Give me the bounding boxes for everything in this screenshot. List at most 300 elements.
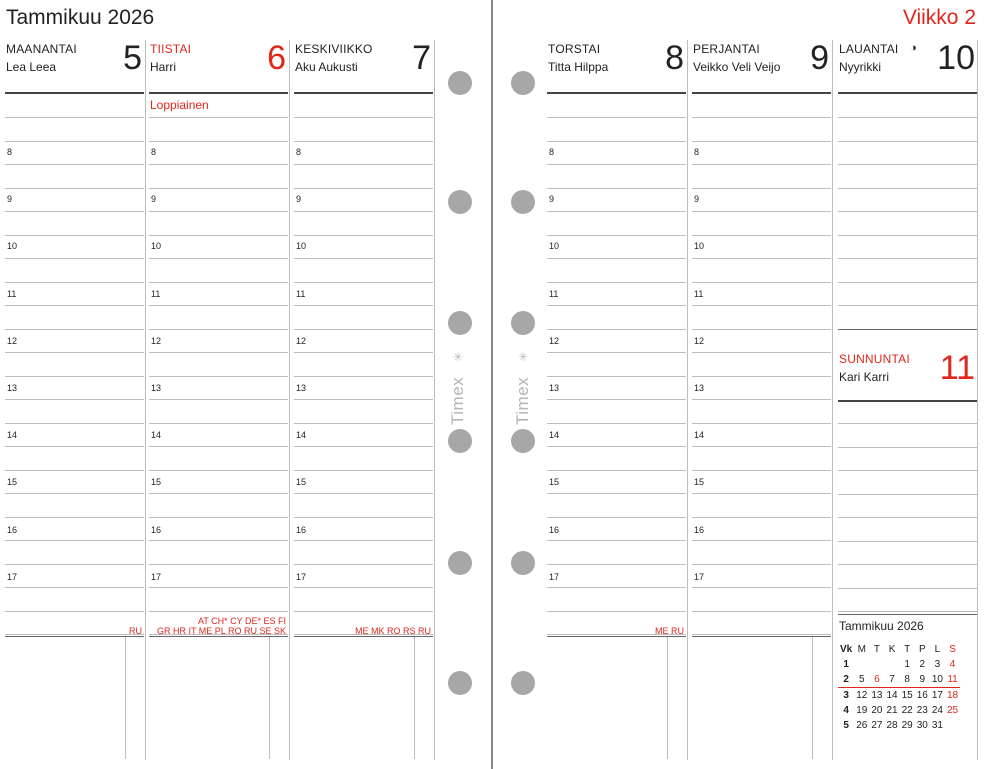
note-line: [547, 258, 686, 259]
binder-hole: [511, 71, 535, 95]
note-line: [149, 399, 288, 400]
note-line: [692, 305, 831, 306]
binder-hole: [511, 429, 535, 453]
note-line: [838, 211, 977, 212]
footer-rule: [294, 636, 433, 637]
note-line: [838, 282, 977, 283]
name-day: Lea Leea: [6, 60, 57, 74]
note-line: [294, 211, 433, 212]
note-line: [692, 117, 831, 118]
note-line: [5, 540, 144, 541]
mini-calendar-day: 6: [869, 672, 884, 688]
hour-label: 8: [694, 147, 700, 157]
note-line: [5, 117, 144, 118]
note-line: [692, 329, 831, 330]
note-line: [294, 282, 433, 283]
moon-phase-icon: ◑: [910, 42, 917, 54]
note-line: [5, 423, 144, 424]
note-line: [294, 329, 433, 330]
hour-label: 16: [694, 525, 705, 535]
note-line: [838, 141, 977, 142]
day-number: 7: [412, 39, 431, 77]
mini-calendar-day: 3: [934, 659, 941, 670]
note-line: [547, 423, 686, 424]
note-line: [5, 399, 144, 400]
note-line: [149, 188, 288, 189]
note-line: [838, 305, 977, 306]
day-name: KESKIVIIKKO: [295, 42, 373, 56]
note-line: [838, 588, 977, 589]
hour-label: 14: [151, 430, 162, 440]
day-number: 6: [267, 39, 286, 77]
footer-rule: [547, 636, 686, 637]
note-line: [5, 211, 144, 212]
note-line: [5, 305, 144, 306]
hour-label: 12: [549, 336, 560, 346]
note-line: [5, 611, 144, 612]
hour-label: 16: [151, 525, 162, 535]
mini-calendar-day: 13: [871, 690, 883, 701]
mini-calendar-day: 28: [886, 720, 898, 731]
hour-label: 12: [7, 336, 18, 346]
mini-calendar-day: 24: [931, 705, 943, 716]
note-line: [294, 305, 433, 306]
mini-calendar-day: 26: [856, 720, 868, 731]
note-line: [838, 611, 977, 612]
note-line: [692, 235, 831, 236]
hour-label: 12: [694, 336, 705, 346]
note-line: [294, 446, 433, 447]
hour-label: 16: [296, 525, 307, 535]
hour-label: 10: [549, 241, 560, 251]
mini-calendar-header: T: [873, 644, 880, 655]
day-name: TIISTAI: [150, 42, 192, 56]
hour-label: 15: [296, 477, 307, 487]
column-border: [289, 40, 290, 760]
section-rule: [838, 329, 977, 330]
day-name: PERJANTAI: [693, 42, 760, 56]
note-line: [547, 399, 686, 400]
note-line: [692, 587, 831, 588]
note-line: [547, 446, 686, 447]
note-line: [692, 423, 831, 424]
binder-hole: [448, 429, 472, 453]
note-line: [149, 470, 288, 471]
column-border: [687, 40, 688, 760]
hour-label: 9: [694, 194, 700, 204]
header-rule: [547, 92, 686, 94]
note-line: [692, 376, 831, 377]
note-line: [838, 117, 977, 118]
hour-label: 16: [7, 525, 18, 535]
hour-label: 15: [549, 477, 560, 487]
month-title: Tammikuu 2026: [6, 6, 155, 29]
note-line: [547, 282, 686, 283]
note-line: [547, 188, 686, 189]
note-line: [547, 164, 686, 165]
note-line: [838, 423, 977, 424]
note-line: [692, 517, 831, 518]
note-line: [294, 258, 433, 259]
holiday-countries: AT CH* CY DE* ES FI: [197, 616, 286, 626]
mini-calendar-day: 29: [901, 720, 913, 731]
note-line: [149, 564, 288, 565]
note-line: [838, 517, 977, 518]
note-line: [838, 188, 977, 189]
hour-label: 17: [549, 572, 560, 582]
day-name: MAANANTAI: [6, 42, 77, 56]
brand-logo-right: Timex: [513, 376, 532, 425]
note-line: [294, 611, 433, 612]
note-line: [149, 282, 288, 283]
mini-calendar-week: 5: [843, 720, 849, 731]
note-line: [692, 540, 831, 541]
binder-hole: [448, 71, 472, 95]
hour-label: 15: [7, 477, 18, 487]
binder-hole: [448, 671, 472, 695]
note-line: [294, 352, 433, 353]
mini-calendar-day: 9: [915, 672, 930, 688]
day-column: [5, 0, 144, 769]
hour-label: 17: [694, 572, 705, 582]
hour-label: 13: [151, 383, 162, 393]
mini-calendar-header: Vk: [840, 644, 853, 655]
note-line: [149, 258, 288, 259]
mini-calendar-day: 22: [901, 705, 913, 716]
mini-calendar-day: [869, 657, 884, 672]
page-divider: [491, 0, 493, 769]
note-line: [149, 329, 288, 330]
header-rule: [149, 92, 288, 94]
mini-calendar-day: 30: [916, 720, 928, 731]
hour-label: 17: [7, 572, 18, 582]
notes-divider: [812, 637, 813, 759]
hour-label: 14: [296, 430, 307, 440]
note-line: [547, 376, 686, 377]
hour-label: 11: [694, 289, 704, 299]
note-line: [5, 141, 144, 142]
binder-hole: [511, 190, 535, 214]
note-line: [294, 493, 433, 494]
footer-rule: [149, 636, 288, 637]
note-line: [149, 446, 288, 447]
note-line: [149, 611, 288, 612]
notes-divider: [414, 637, 415, 759]
header-rule: [838, 400, 977, 402]
note-line: [692, 188, 831, 189]
hour-label: 11: [549, 289, 559, 299]
sun-icon: ✳: [453, 350, 464, 364]
hour-label: 11: [296, 289, 306, 299]
note-line: [692, 211, 831, 212]
note-line: [294, 188, 433, 189]
note-line: [294, 141, 433, 142]
note-line: [149, 211, 288, 212]
hour-label: 9: [549, 194, 555, 204]
note-line: [547, 493, 686, 494]
hour-label: 11: [151, 289, 161, 299]
mini-calendar-header: L: [934, 644, 941, 655]
mini-calendar-day: 18: [946, 690, 959, 701]
day-column: [547, 0, 686, 769]
note-line: [692, 352, 831, 353]
name-day: Harri: [150, 60, 176, 74]
day-name: LAUANTAI: [839, 42, 899, 56]
note-line: [149, 376, 288, 377]
hour-label: 15: [151, 477, 162, 487]
note-line: [838, 258, 977, 259]
note-line: [838, 541, 977, 542]
note-line: [5, 470, 144, 471]
binder-hole: [448, 311, 472, 335]
note-line: [149, 164, 288, 165]
mini-calendar-day: 19: [856, 705, 868, 716]
hour-label: 14: [549, 430, 560, 440]
note-line: [149, 141, 288, 142]
hour-label: 8: [7, 147, 13, 157]
mini-calendar-header: T: [904, 644, 911, 655]
mini-calendar-day: 27: [871, 720, 883, 731]
note-line: [547, 564, 686, 565]
holiday-countries: RU: [129, 626, 142, 636]
mini-calendar-day: 20: [871, 705, 883, 716]
hour-label: 17: [296, 572, 307, 582]
mini-calendar-day: 25: [946, 705, 959, 716]
note-line: [547, 352, 686, 353]
note-line: [5, 376, 144, 377]
note-line: [294, 235, 433, 236]
header-rule: [692, 92, 831, 94]
mini-calendar-day: [945, 718, 960, 733]
holiday-countries: ME MK RO RS RU: [354, 626, 431, 636]
mini-calendar-day: 12: [856, 690, 868, 701]
hour-label: 17: [151, 572, 162, 582]
note-line: [5, 164, 144, 165]
binder-hole: [511, 551, 535, 575]
note-line: [5, 329, 144, 330]
section-rule: [838, 614, 977, 615]
note-line: [149, 493, 288, 494]
name-day: Nyyrikki: [839, 60, 881, 74]
mini-calendar-day: 14: [886, 690, 898, 701]
note-line: [5, 446, 144, 447]
holiday-countries: GR HR IT ME PL RO RU SE SK: [156, 626, 286, 636]
column-border: [145, 40, 146, 760]
note-line: [5, 352, 144, 353]
note-line: [692, 611, 831, 612]
note-line: [149, 235, 288, 236]
note-line: [149, 587, 288, 588]
note-line: [692, 634, 831, 635]
hour-label: 11: [7, 289, 17, 299]
sun-icon: ✳: [518, 350, 529, 364]
day-column-sunday: [838, 310, 977, 410]
name-day: Kari Karri: [839, 370, 890, 384]
mini-calendar-week: 4: [843, 705, 849, 716]
note-line: [692, 141, 831, 142]
hour-label: 8: [296, 147, 302, 157]
hour-label: 10: [7, 241, 18, 251]
column-border: [434, 40, 435, 760]
note-line: [5, 493, 144, 494]
day-name: SUNNUNTAI: [839, 352, 910, 366]
note-line: [547, 587, 686, 588]
note-line: [547, 540, 686, 541]
note-line: [692, 446, 831, 447]
note-line: [149, 423, 288, 424]
binder-hole: [511, 671, 535, 695]
day-column: [692, 0, 831, 769]
mini-calendar-day: 11: [945, 672, 960, 688]
hour-label: 13: [694, 383, 705, 393]
note-line: [294, 517, 433, 518]
note-line: [692, 258, 831, 259]
footer-rule: [692, 636, 831, 637]
note-line: [294, 376, 433, 377]
notes-divider: [125, 637, 126, 759]
brand-logo-left: Timex: [448, 376, 467, 425]
note-line: [149, 117, 288, 118]
note-line: [547, 329, 686, 330]
mini-calendar-title: Tammikuu 2026: [839, 619, 924, 633]
note-line: [294, 164, 433, 165]
column-border: [977, 40, 978, 760]
mini-calendar-day: 5: [854, 672, 869, 688]
note-line: [5, 587, 144, 588]
note-line: [5, 634, 144, 635]
note-line: [547, 517, 686, 518]
note-line: [294, 470, 433, 471]
note-line: [838, 164, 977, 165]
column-border: [832, 40, 833, 760]
hour-label: 13: [549, 383, 560, 393]
note-line: [149, 352, 288, 353]
note-line: [838, 494, 977, 495]
mini-calendar-week: 3: [843, 690, 849, 701]
hour-label: 10: [151, 241, 162, 251]
note-line: [692, 282, 831, 283]
hour-label: 9: [296, 194, 302, 204]
note-line: [5, 282, 144, 283]
week-title: Viikko 2: [902, 6, 976, 29]
note-line: [294, 564, 433, 565]
day-number: 9: [810, 39, 829, 77]
day-number: 5: [123, 39, 142, 77]
day-number: 8: [665, 39, 684, 77]
note-line: [547, 470, 686, 471]
note-line: [838, 564, 977, 565]
note-line: [547, 117, 686, 118]
day-column-saturday: [838, 0, 977, 340]
hour-label: 8: [151, 147, 157, 157]
note-line: [149, 517, 288, 518]
note-line: [692, 470, 831, 471]
hour-label: 8: [549, 147, 555, 157]
note-line: [692, 564, 831, 565]
mini-calendar-day: 4: [949, 659, 956, 670]
note-line: [547, 611, 686, 612]
note-line: [294, 540, 433, 541]
day-name: TORSTAI: [548, 42, 601, 56]
mini-calendar-day: 21: [886, 705, 898, 716]
mini-calendar-week: 2: [838, 672, 854, 688]
hour-label: 13: [296, 383, 307, 393]
day-number: 11: [939, 349, 975, 387]
note-line: [838, 447, 977, 448]
mini-calendar-day: 17: [931, 690, 943, 701]
day-column: [149, 0, 288, 769]
mini-calendar-day: [854, 657, 869, 672]
header-rule: [838, 92, 977, 94]
hour-label: 12: [151, 336, 162, 346]
holiday-label: Loppiainen: [150, 98, 209, 112]
day-column: [294, 0, 433, 769]
notes-divider: [667, 637, 668, 759]
mini-calendar-day: 8: [900, 672, 915, 688]
hour-label: 10: [694, 241, 705, 251]
mini-calendar-header: M: [857, 644, 866, 655]
note-line: [838, 470, 977, 471]
mini-calendar-day: 10: [930, 672, 945, 688]
mini-calendar-day: [884, 657, 899, 672]
header-rule: [5, 92, 144, 94]
binder-hole: [448, 551, 472, 575]
hour-label: 13: [7, 383, 18, 393]
note-line: [692, 399, 831, 400]
note-line: [547, 211, 686, 212]
hour-label: 12: [296, 336, 307, 346]
mini-calendar-header: K: [888, 644, 896, 655]
mini-calendar-day: 16: [916, 690, 928, 701]
mini-calendar-day: 23: [916, 705, 928, 716]
note-line: [294, 587, 433, 588]
header-rule: [294, 92, 433, 94]
hour-label: 9: [7, 194, 13, 204]
mini-calendar-day: 15: [901, 690, 913, 701]
note-line: [547, 235, 686, 236]
mini-calendar: [838, 642, 960, 733]
name-day: Aku Aukusti: [295, 60, 358, 74]
note-line: [294, 117, 433, 118]
mini-calendar-day: 31: [931, 720, 943, 731]
name-day: Veikko Veli Veijo: [693, 60, 781, 74]
note-line: [5, 564, 144, 565]
mini-calendar-week: 1: [843, 659, 849, 670]
mini-calendar-header: P: [918, 644, 926, 655]
hour-label: 9: [151, 194, 157, 204]
note-line: [5, 235, 144, 236]
note-line: [294, 399, 433, 400]
hour-label: 14: [7, 430, 18, 440]
hour-label: 14: [694, 430, 705, 440]
mini-calendar-day: 2: [919, 659, 926, 670]
binder-hole: [511, 311, 535, 335]
holiday-countries: ME RU: [655, 626, 684, 636]
name-day: Titta Hilppa: [548, 60, 609, 74]
note-line: [149, 305, 288, 306]
note-line: [5, 258, 144, 259]
note-line: [294, 423, 433, 424]
note-line: [149, 540, 288, 541]
hour-label: 15: [694, 477, 705, 487]
mini-calendar-day: 7: [884, 672, 899, 688]
note-line: [5, 188, 144, 189]
note-line: [692, 164, 831, 165]
note-line: [547, 141, 686, 142]
hour-label: 10: [296, 241, 307, 251]
mini-calendar-header: S: [949, 644, 956, 655]
note-line: [547, 305, 686, 306]
